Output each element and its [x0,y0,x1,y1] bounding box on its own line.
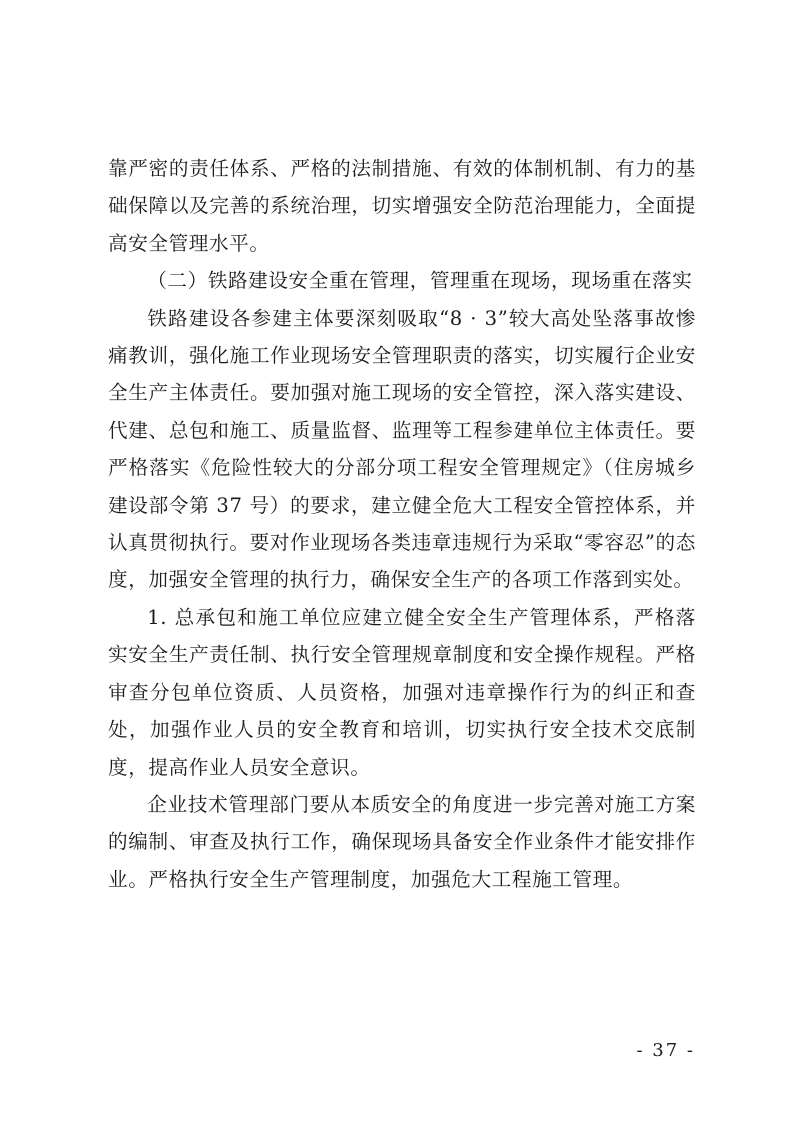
paragraph: 铁路建设各参建主体要深刻吸取“8 · 3”较大高处坠落事故惨痛教训，强化施工作业现场安全管理职责的落实，切实履行企业安全生产主体责任。要加强对施工现场的安全管控，深入落实建设、代建、总包和施工、质量监督、监理等工程参建单位主体责任。要严格落实《危险性较大的分部分项工程安全管理规定》（住房城乡建设部令第 37 号）的要求，建立健全危大工程安全管控体系，并认真贯彻执行。要对作业现场各类违章违规行为采取“零容忍”的态度，加强安全管理的执行力，确保安全生产的各项工作落到实处。 [108,306,696,592]
page-number: - 37 - [636,1040,695,1061]
paragraph-continuation: 靠严密的责任体系、严格的法制措施、有效的体制机制、有力的基础保障以及完善的系统治理，切实增强安全防范治理能力，全面提高安全管理水平。 [108,157,696,255]
paragraph: 企业技术管理部门要从本质安全的角度进一步完善对施工方案的编制、审查及执行工作，确保现场具备安全作业条件才能安排作业。严格执行安全生产管理制度，加强危大工程施工管理。 [108,792,696,891]
section-heading: （二）铁路建设安全重在管理，管理重在现场，现场重在落实 [147,269,693,293]
paragraph: 1. 总承包和施工单位应建立健全安全生产管理体系，严格落实安全生产责任制、执行安全管理规章制度和安全操作规程。严格审查分包单位资质、人员资格，加强对违章操作行为的纠正和查处，加强作业人员的安全教育和培训，切实执行安全技术交底制度，提高作业人员安全意识。 [108,605,696,779]
body-text [108,150,696,898]
